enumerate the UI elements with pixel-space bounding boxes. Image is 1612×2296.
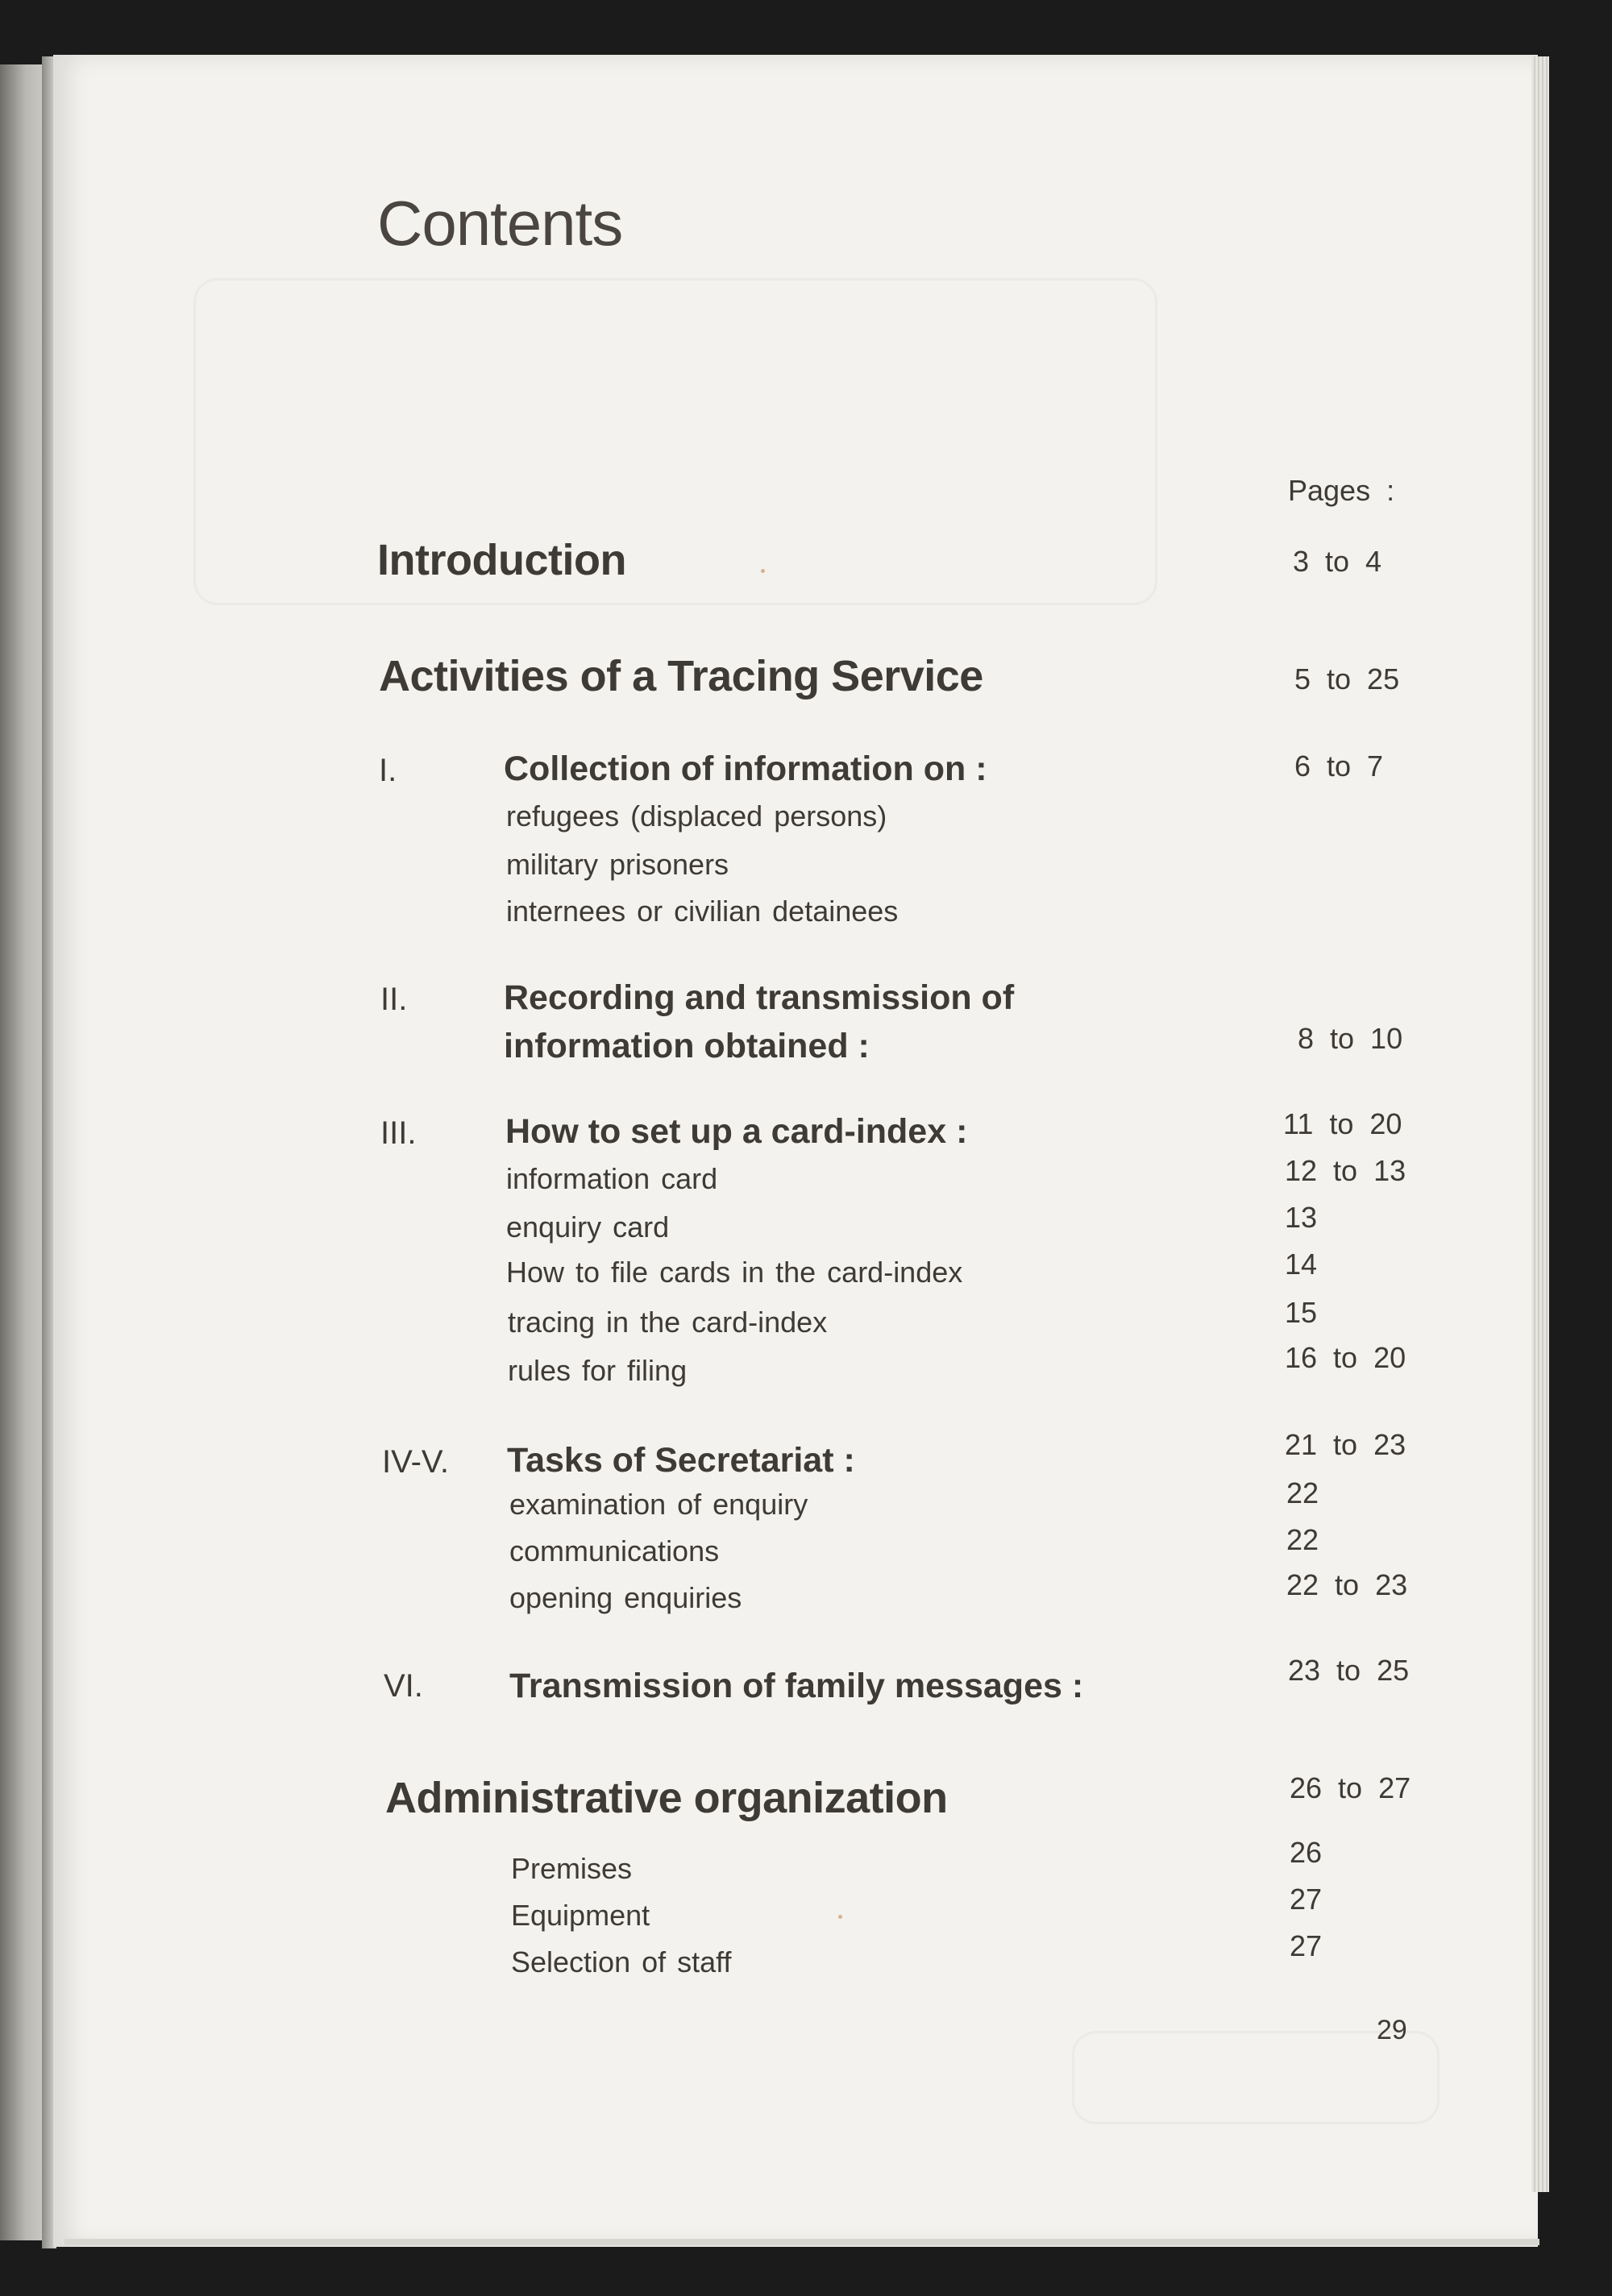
paper-speck bbox=[838, 1915, 842, 1919]
toc-item: information card bbox=[506, 1162, 718, 1195]
chapter-pages: 21 to 23 bbox=[1285, 1428, 1406, 1461]
section-pages-activities: 5 to 25 bbox=[1294, 662, 1400, 695]
toc-item: rules for filing bbox=[508, 1354, 688, 1387]
show-through-box bbox=[193, 278, 1157, 605]
chapter-numeral: III. bbox=[380, 1115, 417, 1151]
facing-page-edge bbox=[0, 64, 42, 2240]
toc-item: How to file cards in the card-index bbox=[506, 1256, 963, 1289]
section-heading-administrative: Administrative organization bbox=[385, 1774, 948, 1822]
toc-item-pages: 22 to 23 bbox=[1286, 1568, 1408, 1601]
toc-item-pages: 14 bbox=[1285, 1248, 1318, 1281]
chapter-pages: 6 to 7 bbox=[1294, 749, 1384, 783]
toc-item: communications bbox=[509, 1534, 720, 1567]
page-bottom-edge bbox=[64, 2239, 1539, 2245]
chapter-heading: Recording and transmission of bbox=[504, 978, 1015, 1017]
chapter-numeral: II. bbox=[380, 982, 408, 1017]
toc-item: opening enquiries bbox=[509, 1581, 742, 1614]
toc-item-pages: 26 bbox=[1290, 1836, 1323, 1869]
toc-item-pages: 16 to 20 bbox=[1285, 1341, 1406, 1374]
paper-speck bbox=[761, 569, 765, 573]
section-pages-administrative: 26 to 27 bbox=[1290, 1771, 1411, 1804]
pages-column-header: Pages : bbox=[1288, 474, 1395, 507]
chapter-heading: Tasks of Secretariat : bbox=[507, 1441, 855, 1480]
page-number: 29 bbox=[1377, 2015, 1407, 2045]
toc-item-pages: 27 bbox=[1290, 1929, 1323, 1962]
page-title: Contents bbox=[377, 188, 623, 259]
toc-item: refugees (displaced persons) bbox=[506, 799, 887, 832]
toc-item-pages: 13 bbox=[1285, 1201, 1318, 1234]
section-pages-introduction: 3 to 4 bbox=[1293, 545, 1382, 578]
chapter-heading: Collection of information on : bbox=[504, 749, 987, 788]
toc-item: military prisoners bbox=[506, 848, 729, 881]
chapter-pages: 23 to 25 bbox=[1288, 1654, 1410, 1687]
toc-item: Equipment bbox=[511, 1899, 650, 1932]
chapter-pages: 11 to 20 bbox=[1283, 1107, 1402, 1140]
toc-item-pages: 27 bbox=[1290, 1883, 1323, 1916]
chapter-numeral: VI. bbox=[384, 1668, 423, 1704]
chapter-heading: information obtained : bbox=[504, 1027, 870, 1065]
chapter-numeral: I. bbox=[379, 753, 397, 788]
chapter-pages: 8 to 10 bbox=[1298, 1022, 1403, 1055]
toc-item: Premises bbox=[511, 1852, 633, 1885]
toc-item-pages: 22 bbox=[1286, 1523, 1319, 1556]
toc-item-pages: 12 to 13 bbox=[1285, 1154, 1406, 1187]
page-stack-edge bbox=[1531, 56, 1549, 2192]
toc-item-pages: 15 bbox=[1285, 1296, 1318, 1329]
toc-item: tracing in the card-index bbox=[508, 1306, 828, 1339]
toc-item: examination of enquiry bbox=[509, 1488, 808, 1521]
toc-item: internees or civilian detainees bbox=[506, 895, 899, 928]
toc-item: enquiry card bbox=[506, 1210, 670, 1243]
chapter-numeral: IV-V. bbox=[382, 1444, 450, 1480]
chapter-heading: How to set up a card-index : bbox=[505, 1112, 968, 1151]
toc-item-pages: 22 bbox=[1286, 1476, 1319, 1509]
toc-item: Selection of staff bbox=[511, 1945, 732, 1978]
chapter-heading: Transmission of family messages : bbox=[509, 1667, 1084, 1705]
section-heading-activities: Activities of a Tracing Service bbox=[379, 652, 983, 700]
section-heading-introduction: Introduction bbox=[377, 536, 626, 584]
